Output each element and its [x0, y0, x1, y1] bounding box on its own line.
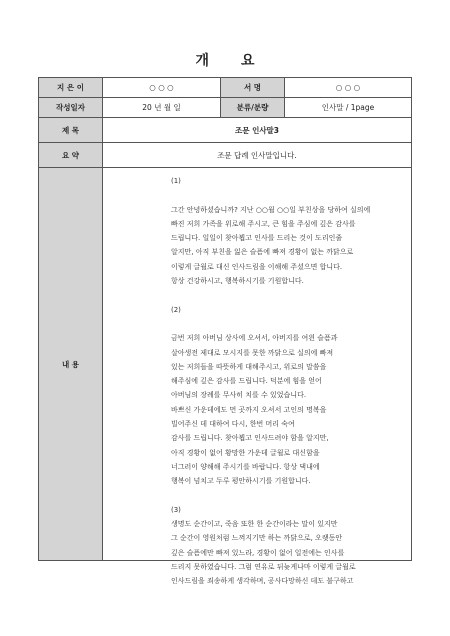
author-row	[39, 78, 412, 98]
content-line: 너그러이 양해해 주시기를 바랍니다. 항상 댁내에	[171, 462, 320, 471]
summary-label: 요 약	[39, 143, 103, 168]
content-line: (2)	[171, 305, 181, 314]
content-cell	[103, 168, 412, 586]
content-line: 아버님의 장례를 무사히 치를 수 있었습니다.	[171, 391, 307, 400]
category-value: 인사말 / 1page	[285, 98, 412, 118]
content-line: 그 순간이 영원처럼 느껴지기만 하는 까닭으로, 오랫동안	[171, 534, 343, 543]
content-line: 금번 저희 아버님 상사에 오셔서, 아버지를 여읜 슬픔과	[171, 334, 338, 343]
content-line: 드리지 못하였습니다. 그럼 연유로 뒤늦게나마 이렇게 글월로	[171, 563, 356, 572]
document-form-table	[38, 77, 412, 586]
content-line: 그간 안녕하셨습니까? 지난 ○○월 ○○일 부친상을 당하여 실의에	[171, 205, 371, 214]
summary-row	[39, 143, 412, 168]
content-line: 행복이 넘치고 두루 평안하시기를 기원합니다.	[171, 477, 311, 486]
summary-value: 조문 답례 인사말입니다.	[103, 143, 412, 168]
date-value: 20 년 월 일	[103, 98, 221, 118]
content-line: 빠진 저희 가족을 위로해 주시고, 큰 힘을 주심에 깊은 감사를	[171, 219, 356, 228]
content-line	[171, 188, 411, 202]
content-line	[171, 489, 411, 503]
author-value: ○ ○ ○	[103, 78, 221, 98]
author-label: 지 은 이	[39, 78, 103, 98]
content-line: 항상 건강하시고, 행복하시기를 기원합니다.	[171, 277, 304, 286]
content-line	[171, 317, 411, 331]
content-line: 깊은 슬픔에만 빠져 있느라, 경황이 없어 일전에는 인사를	[171, 548, 345, 557]
category-label: 분류/분량	[221, 98, 285, 118]
content-line: 이렇게 글월로 대신 인사드림을 이해해 주셨으면 합니다.	[171, 262, 343, 271]
content-line: 인사드림을 죄송하게 생각하며, 공사다망하신 데도 불구하고	[171, 577, 354, 586]
content-line: 알지만, 아직 부친을 잃은 슬픔에 빠져 경황이 없는 까닭으로	[171, 248, 354, 257]
content-line: 감사를 드립니다. 찾아뵙고 인사드려야 함을 알지만,	[171, 434, 329, 443]
subject-row	[39, 118, 412, 143]
signature-label: 서 명	[221, 78, 285, 98]
content-label: 내 용	[39, 168, 103, 561]
content-body	[103, 168, 411, 586]
content-line: 해주심에 깊은 감사를 드립니다. 덕분에 힘을 얻어	[171, 377, 322, 386]
content-line: 있는 저희들을 따뜻하게 대해주시고, 위로의 말씀을	[171, 362, 327, 371]
subject-value: 조문 인사말3	[103, 118, 412, 143]
signature-value: ○ ○ ○	[285, 78, 412, 98]
document-title	[0, 50, 450, 70]
content-line: 아직 경황이 없어 황망한 가운데 글월로 대신함을	[171, 448, 320, 457]
content-line: (1)	[171, 177, 181, 185]
content-line: 빌어주신 데 대하여 다시, 한번 머리 숙여	[171, 420, 295, 429]
document-title-right: 요	[241, 53, 255, 69]
content-line: 살아생전 제대로 모시지를 못한 까닭으로 실의에 빠져	[171, 348, 334, 357]
content-line: 생명도 순간이고, 죽음 또한 한 순간이라는 말이 있지만	[171, 520, 338, 529]
content-line: 드립니다. 일일이 찾아뵙고 인사를 드리는 것이 도리인줄	[171, 234, 343, 243]
date-row	[39, 98, 412, 118]
document-title-left: 개	[195, 53, 209, 69]
content-line: 바쁘신 가운데에도 먼 곳까지 오셔서 고인의 명복을	[171, 405, 327, 414]
content-line: (3)	[171, 505, 181, 514]
subject-label: 제 목	[39, 118, 103, 143]
content-line	[171, 288, 411, 302]
content-row	[39, 168, 412, 561]
date-label: 작성일자	[39, 98, 103, 118]
